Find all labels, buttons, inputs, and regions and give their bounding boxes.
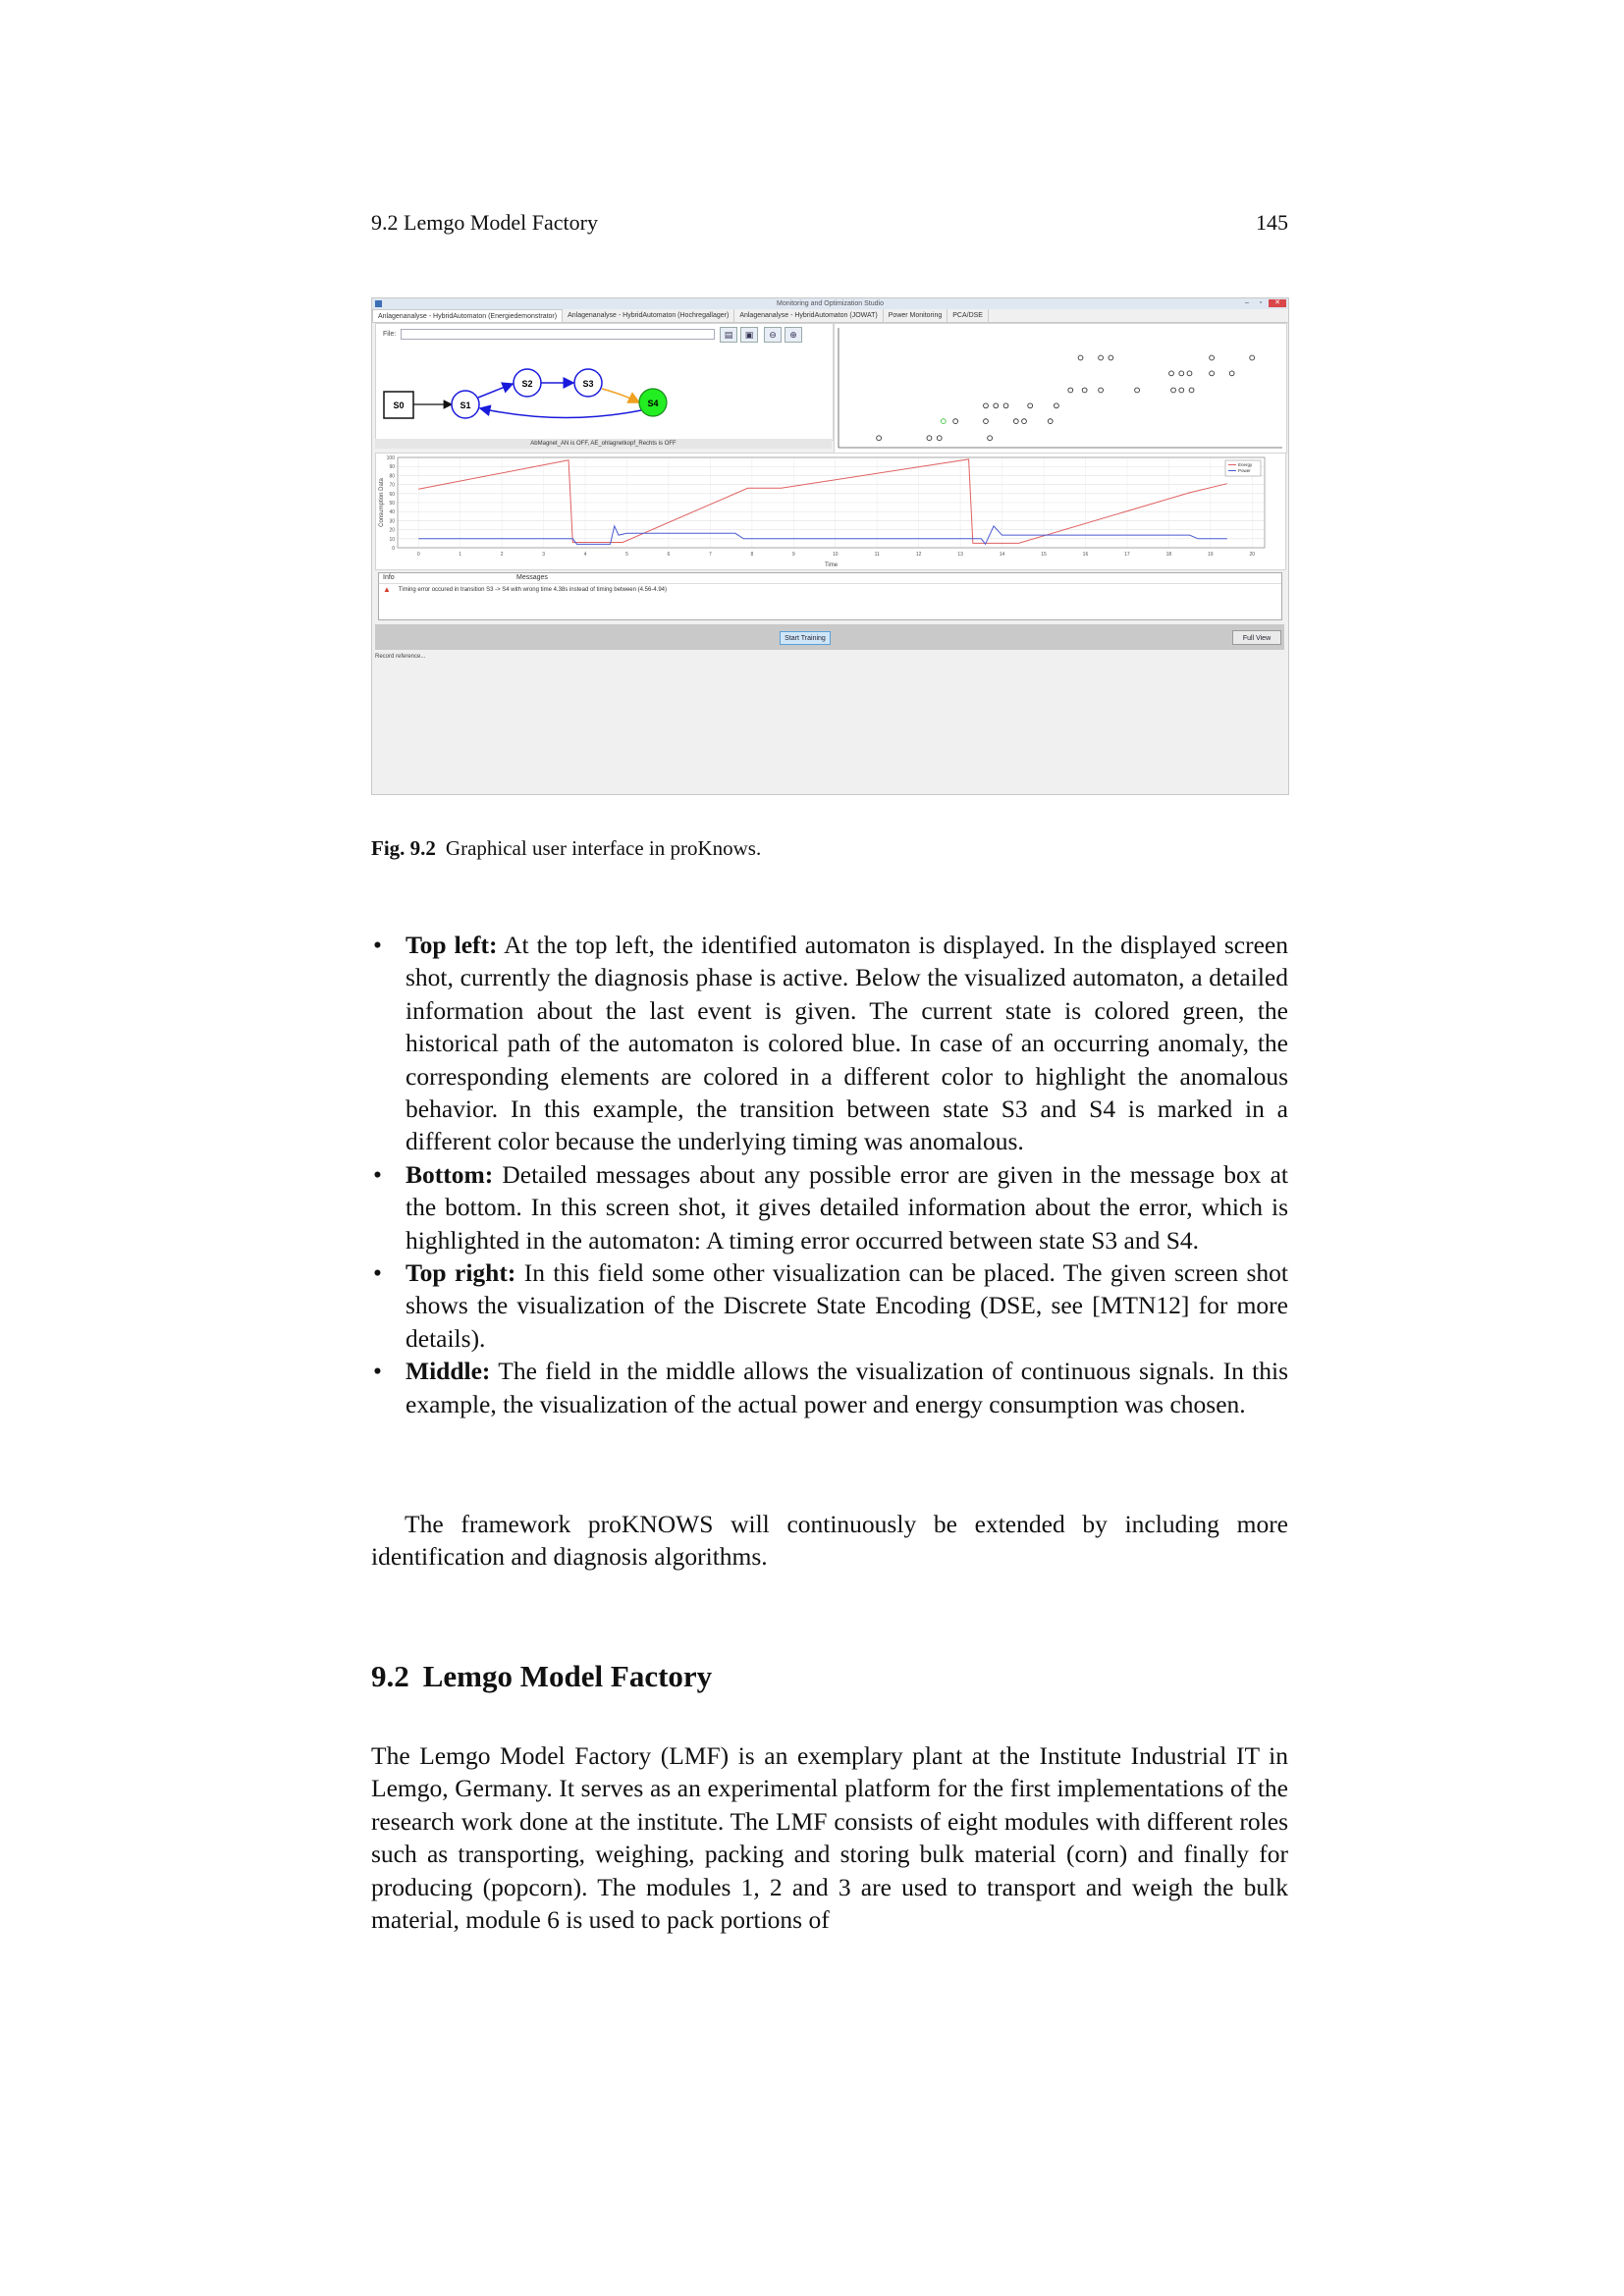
y-tick-label: 70: [389, 482, 395, 489]
y-tick-label: 10: [389, 536, 395, 543]
messages-column-header: Messages: [516, 574, 548, 581]
edge-s1-s2: [478, 384, 513, 398]
dse-point: [988, 436, 993, 441]
message-row[interactable]: [383, 585, 667, 594]
zoom-in-icon: ⊕: [789, 330, 797, 340]
automaton-graph: [376, 342, 833, 440]
x-tick-label: 20: [1249, 552, 1256, 558]
event-info: AbMagnet_AN is OFF, AE_ohlagnetkopf_Rechts is OFF: [375, 439, 832, 449]
x-tick-label: 1: [459, 552, 462, 558]
x-tick-label: 15: [1041, 552, 1047, 558]
dse-point: [877, 436, 882, 441]
x-tick-label: 7: [708, 552, 712, 558]
tab-bar: [372, 309, 1288, 323]
caption-text: Graphical user interface in proKnows.: [445, 836, 762, 860]
y-tick-label: 90: [389, 464, 395, 471]
x-tick-label: 5: [625, 552, 628, 558]
x-tick-label: 17: [1124, 552, 1130, 558]
legend-label: Power: [1238, 468, 1251, 473]
bullet-middle: [371, 1355, 1288, 1420]
tab-energiedemonstrator[interactable]: Anlagenanalyse - HybridAutomaton (Energiedemonstrator): [372, 309, 563, 322]
dse-point: [1171, 388, 1176, 393]
dse-point: [1179, 388, 1184, 393]
dse-point: [1022, 419, 1027, 424]
section-number: 9.2: [371, 1659, 409, 1693]
x-tick-label: 0: [416, 552, 420, 558]
y-tick-label: 80: [389, 473, 395, 480]
consumption-chart-panel: [375, 453, 1286, 570]
dse-point: [927, 436, 932, 441]
x-tick-label: 3: [542, 552, 545, 558]
x-tick-label: 4: [583, 552, 587, 558]
zoom-in-button[interactable]: [785, 327, 802, 343]
y-tick-label: 60: [389, 491, 395, 498]
info-column-header: Info: [383, 574, 395, 581]
state-s0-label: S0: [393, 400, 405, 410]
dse-point: [1229, 371, 1234, 376]
dse-point: [1068, 388, 1073, 393]
full-view-button[interactable]: Full View: [1232, 630, 1281, 645]
y-tick-label: 50: [389, 501, 395, 507]
dse-point: [1013, 419, 1018, 424]
record-reference[interactable]: Record reference...: [375, 654, 426, 660]
message-text: Timing error occured in transition S3 -> S4 with wrong time 4.38s instead of timing between (4.56-4.94): [398, 586, 667, 593]
folder-icon: ▤: [724, 330, 733, 340]
message-header: [379, 573, 1281, 584]
edge-s4-s1: [480, 408, 641, 418]
window-title: Monitoring and Optimization Studio: [777, 300, 884, 307]
tab-pca-dse[interactable]: PCA/DSE: [947, 309, 989, 322]
start-training-button[interactable]: Start Training: [780, 631, 831, 645]
y-tick-label: 40: [389, 509, 395, 516]
dse-point: [1179, 371, 1184, 376]
y-axis-label: Consumption Data: [379, 478, 385, 527]
bullet-text: The field in the middle allows the visualization of continuous signals. In this example, the visualization of the actual power and energy consumption was chosen.: [406, 1357, 1288, 1418]
dse-point: [1078, 355, 1083, 360]
dse-point: [1250, 355, 1255, 360]
dse-point: [1169, 371, 1174, 376]
x-tick-label: 13: [957, 552, 963, 558]
bullet-text: Detailed messages about any possible error are given in the message box at the bottom. In this screen shot, it gives detailed information about the error, which is highlighted in the automaton: A timing error occurred between state S3 and S4.: [406, 1159, 1288, 1255]
x-tick-label: 6: [667, 552, 671, 558]
maximize-icon[interactable]: ▫: [1259, 299, 1263, 306]
dse-point: [1189, 388, 1194, 393]
tab-jowat[interactable]: Anlagenanalyse - HybridAutomaton (JOWAT): [734, 309, 883, 322]
zoom-out-icon: ⊖: [769, 330, 777, 340]
figure-caption: [371, 836, 761, 861]
x-tick-label: 19: [1208, 552, 1214, 558]
figure-screenshot: [371, 297, 1289, 795]
state-s2-label: S2: [521, 379, 533, 389]
bullet-list: [371, 929, 1288, 1420]
bullet-heading: Middle:: [406, 1357, 491, 1386]
chart-legend: [1225, 460, 1261, 476]
series-line-energy: [418, 459, 1227, 544]
minimize-icon[interactable]: –: [1245, 299, 1249, 306]
x-tick-label: 12: [915, 552, 922, 558]
dse-point: [1099, 388, 1104, 393]
file-label: File:: [383, 331, 397, 338]
x-axis-label: Time: [824, 562, 839, 568]
page-number: 145: [1256, 210, 1288, 235]
zoom-out-button[interactable]: [764, 327, 782, 343]
dse-panel: [834, 323, 1287, 454]
dse-point: [941, 419, 946, 424]
dse-point: [1082, 388, 1087, 393]
bullet-text: At the top left, the identified automaton is displayed. In the displayed screen shot, currently the diagnosis phase is active. Below the visualized automaton, a detailed information about the last event is given. The current state is colored green, the historical path of the automaton is colored blue. In case of an occurring anomaly, the corresponding elements are colored in a different color to highlight the anomalous behavior. In this example, the transition between state S3 and S4 is marked in a different color because the underlying timing was anomalous.: [406, 931, 1288, 1156]
section-heading: [371, 1659, 712, 1694]
state-s3-label: S3: [582, 379, 594, 389]
x-tick-label: 2: [500, 552, 504, 558]
tab-hochregallager[interactable]: Anlagenanalyse - HybridAutomaton (Hochregallager): [563, 309, 734, 322]
y-tick-label: 20: [389, 527, 395, 534]
automaton-panel: [375, 323, 834, 441]
dse-point: [1048, 419, 1053, 424]
window-controls: [1241, 299, 1286, 307]
dse-plot: [835, 324, 1286, 453]
dse-point: [937, 436, 942, 441]
x-tick-label: 16: [1082, 552, 1089, 558]
dse-point: [1028, 403, 1033, 408]
save-icon: ▣: [744, 330, 754, 340]
y-tick-label: 0: [392, 546, 395, 552]
dse-point: [1003, 403, 1008, 408]
warning-icon: ▲: [383, 585, 391, 594]
series-line-power: [418, 526, 1227, 544]
x-tick-label: 14: [999, 552, 1005, 558]
x-tick-label: 10: [832, 552, 839, 558]
close-icon[interactable]: ✕: [1269, 299, 1286, 307]
consumption-chart: [376, 454, 1285, 569]
state-s1-label: S1: [460, 400, 471, 410]
message-box: [378, 572, 1282, 620]
dse-point: [1135, 388, 1140, 393]
bullet-text: In this field some other visualization can be placed. The given screen shot shows the visualization of the Discrete State Encoding (DSE, see [MTN12] for more details).: [406, 1258, 1288, 1353]
dse-point: [1054, 403, 1058, 408]
dse-point: [984, 419, 989, 424]
section-paragraph: The Lemgo Model Factory (LMF) is an exemplary plant at the Institute Industrial IT in Lemgo, Germany. It serves as an experimental platform for the first implementations of the research work done at the institute. The LMF consists of eight modules with different roles such as transporting, weighing, packing and storing bulk material (corn) and finally for producing (popcorn). The modules 1, 2 and 3 are used to transport and weigh the bulk material, module 6 is used to pack portions of: [371, 1741, 1288, 1935]
edge-s3-s4: [602, 389, 639, 402]
file-input[interactable]: [401, 329, 715, 340]
x-tick-label: 8: [750, 552, 754, 558]
app-icon: [375, 300, 382, 307]
dse-point: [1099, 355, 1104, 360]
state-s4-label: S4: [647, 399, 659, 408]
x-tick-label: 11: [874, 552, 880, 558]
closing-paragraph: The framework proKNOWS will continuously be extended by including more identification and diagnosis algorithms.: [371, 1510, 1288, 1572]
bullet-heading: Bottom:: [406, 1159, 494, 1189]
dse-point: [1210, 355, 1215, 360]
legend-label: Energy: [1238, 462, 1253, 467]
y-tick-label: 30: [389, 518, 395, 525]
caption-label: Fig. 9.2: [371, 836, 436, 860]
bullet-bottom: [371, 1158, 1288, 1256]
dse-point: [1187, 371, 1192, 376]
dse-point: [1109, 355, 1113, 360]
open-folder-button[interactable]: [720, 327, 737, 343]
dse-point: [994, 403, 999, 408]
bullet-heading: Top left:: [406, 931, 498, 959]
bullet-top-right: [371, 1256, 1288, 1355]
y-tick-label: 100: [386, 455, 395, 461]
bullet-top-left: [371, 929, 1288, 1158]
running-head: [371, 210, 1288, 236]
dse-point: [953, 419, 958, 424]
x-tick-label: 18: [1165, 552, 1172, 558]
running-head-section: 9.2 Lemgo Model Factory: [371, 210, 598, 235]
x-tick-label: 9: [791, 552, 795, 558]
tab-power-monitoring[interactable]: Power Monitoring: [884, 309, 947, 322]
bullet-heading: Top right:: [406, 1258, 516, 1288]
section-title: Lemgo Model Factory: [422, 1659, 713, 1693]
window-titlebar: [372, 298, 1288, 309]
dse-point: [984, 403, 989, 408]
save-button[interactable]: [740, 327, 758, 343]
dse-point: [1210, 371, 1215, 376]
bottom-toolbar: [375, 624, 1284, 650]
